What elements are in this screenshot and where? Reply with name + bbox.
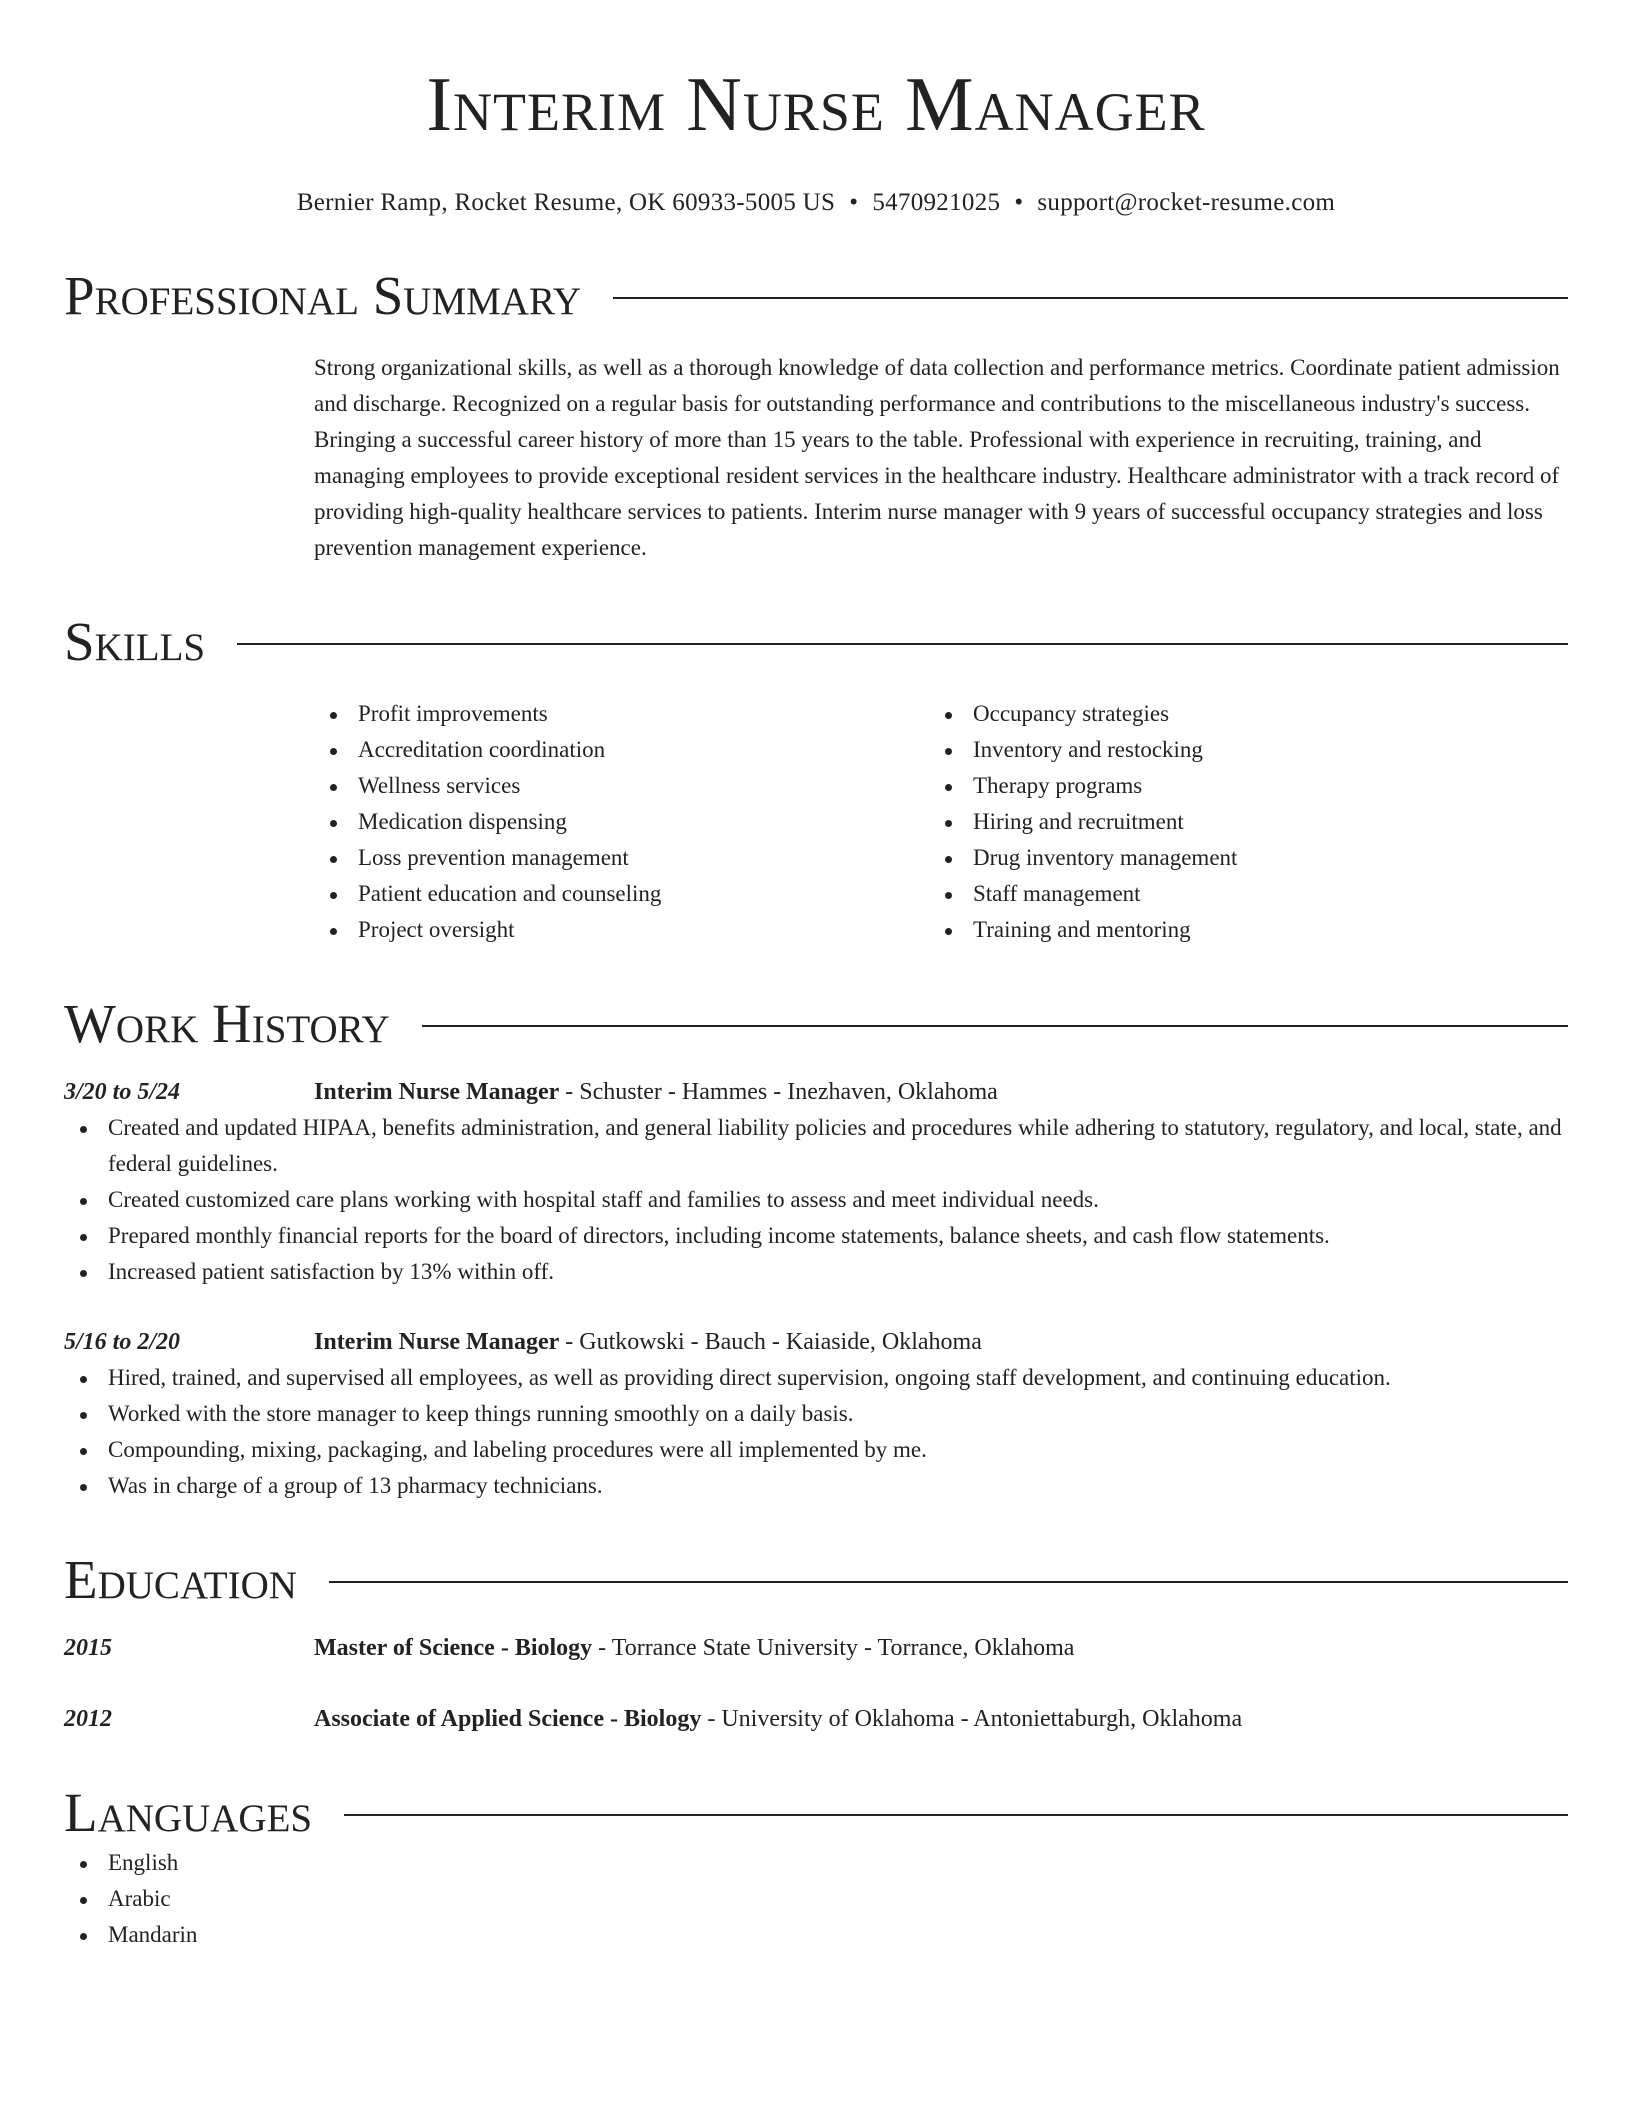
language-item: English — [64, 1845, 1568, 1881]
section-divider — [613, 297, 1568, 299]
education-school: - Torrance State University - Torrance, Oklahoma — [592, 1635, 1075, 1661]
job-header — [64, 1324, 1568, 1360]
section-divider — [422, 1025, 1568, 1027]
education-year: 2012 — [64, 1706, 112, 1732]
summary-text: Strong organizational skills, as well as a thorough knowledge of data collection and performance metrics. Coordinate patient admission and discharge. Recognized on a regular basis for outstanding performance and contributions to the miscellaneous industry's success. Bringing a successful career history of more than 15 years to the table. Professional with experience in recruiting, training, and managing employees to provide exceptional resident services in the healthcare industry. Healthcare administrator with a track record of providing high-quality healthcare services to patients. Interim nurse manager with 9 years of successful occupancy strategies and loss prevention management experience. — [314, 355, 1560, 560]
skill-item: Accreditation coordination — [314, 732, 929, 768]
skill-item: Inventory and restocking — [929, 732, 1544, 768]
job-dates: 3/20 to 5/24 — [64, 1079, 181, 1105]
section-divider — [344, 1814, 1568, 1816]
job-bullet: Was in charge of a group of 13 pharmacy technicians. — [64, 1468, 1568, 1504]
skills-section-header — [64, 610, 1568, 674]
job-bullet: Created customized care plans working with hospital staff and families to assess and meet individual needs. — [64, 1182, 1568, 1218]
education-degree: Master of Science - Biology — [314, 1635, 593, 1661]
languages-heading: Languages — [64, 1782, 313, 1843]
skill-item: Training and mentoring — [929, 912, 1544, 948]
skill-item: Project oversight — [314, 912, 929, 948]
contact-phone: 5470921025 — [872, 189, 1001, 216]
education-school: - University of Oklahoma - Antoniettaburgh, Oklahoma — [701, 1706, 1243, 1732]
summary-section-header — [64, 264, 1568, 328]
skill-item: Hiring and recruitment — [929, 804, 1544, 840]
contact-separator: • — [849, 189, 859, 216]
job-employer: - Gutkowski - Bauch - Kaiaside, Oklahoma — [559, 1329, 982, 1355]
skill-item: Wellness services — [314, 768, 929, 804]
skill-item: Patient education and counseling — [314, 876, 929, 912]
job-bullet: Worked with the store manager to keep things running smoothly on a daily basis. — [64, 1396, 1568, 1432]
skill-item: Loss prevention management — [314, 840, 929, 876]
languages-section-header — [64, 1781, 1568, 1845]
education-year: 2015 — [64, 1635, 112, 1661]
job-title: Interim Nurse Manager — [314, 1079, 560, 1105]
summary-heading: Professional Summary — [64, 265, 582, 326]
contact-separator: • — [1014, 189, 1024, 216]
education-line — [314, 1701, 1242, 1737]
job-bullet: Hired, trained, and supervised all employees, as well as providing direct supervision, ongoing staff development, and continuing education. — [64, 1360, 1568, 1396]
job-entry — [64, 1074, 1568, 1290]
work-section-header — [64, 992, 1568, 1056]
skill-item: Drug inventory management — [929, 840, 1544, 876]
job-heading-line — [314, 1324, 982, 1360]
contact-line — [64, 186, 1568, 220]
contact-address: Bernier Ramp, Rocket Resume, OK 60933-5005 US — [296, 189, 836, 216]
education-section-header — [64, 1548, 1568, 1612]
job-bullet: Prepared monthly financial reports for the board of directors, including income statements, balance sheets, and cash flow statements. — [64, 1218, 1568, 1254]
skill-item: Therapy programs — [929, 768, 1544, 804]
work-heading: Work History — [64, 993, 390, 1054]
education-degree: Associate of Applied Science - Biology — [314, 1706, 702, 1732]
job-header — [64, 1074, 1568, 1110]
job-bullet: Compounding, mixing, packaging, and labeling procedures were all implemented by me. — [64, 1432, 1568, 1468]
skills-list-right — [929, 696, 1544, 948]
skills-list-left — [314, 696, 929, 948]
contact-email: support@rocket-resume.com — [1037, 189, 1336, 216]
skill-item: Occupancy strategies — [929, 696, 1544, 732]
resume-name: Interim Nurse Manager — [426, 61, 1206, 147]
skill-item: Medication dispensing — [314, 804, 929, 840]
job-entry — [64, 1324, 1568, 1504]
education-entry — [64, 1701, 1568, 1737]
education-entry — [64, 1630, 1568, 1666]
language-item: Mandarin — [64, 1917, 1568, 1953]
job-heading-line — [314, 1074, 998, 1110]
section-divider — [329, 1581, 1568, 1583]
job-dates: 5/16 to 2/20 — [64, 1329, 181, 1355]
job-bullets — [64, 1360, 1568, 1504]
section-divider — [237, 643, 1568, 645]
skills-grid — [314, 696, 1568, 948]
education-line — [314, 1630, 1074, 1666]
job-bullet: Increased patient satisfaction by 13% within off. — [64, 1254, 1568, 1290]
job-title: Interim Nurse Manager — [314, 1329, 560, 1355]
skill-item: Staff management — [929, 876, 1544, 912]
job-employer: - Schuster - Hammes - Inezhaven, Oklahoma — [559, 1079, 998, 1105]
job-bullets — [64, 1110, 1568, 1290]
languages-list — [64, 1845, 1568, 1953]
skill-item: Profit improvements — [314, 696, 929, 732]
education-heading: Education — [64, 1549, 297, 1610]
job-bullet: Created and updated HIPAA, benefits administration, and general liability policies and procedures while adhering to statutory, regulatory, and local, state, and federal guidelines. — [64, 1110, 1568, 1182]
language-item: Arabic — [64, 1881, 1568, 1917]
skills-heading: Skills — [64, 611, 206, 672]
